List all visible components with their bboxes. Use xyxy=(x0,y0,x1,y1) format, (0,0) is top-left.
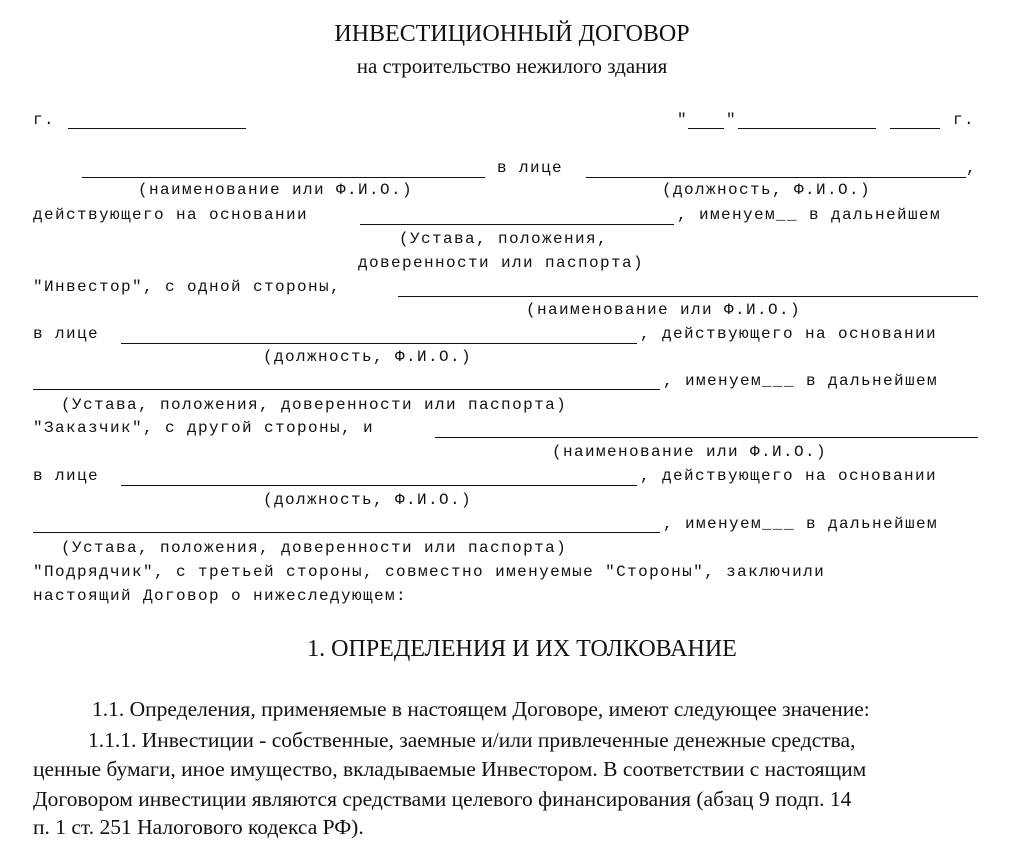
hint-investor-name: (наименование или Ф.И.О.) xyxy=(138,181,414,199)
preamble-closing-2: настоящий Договор о нижеследующем: xyxy=(33,587,408,605)
customer-name-blank xyxy=(398,296,978,297)
investor-in-person: в лице xyxy=(497,159,564,177)
day-blank xyxy=(688,128,724,129)
contractor-position-blank xyxy=(121,485,637,486)
date-quote-close: " xyxy=(726,111,738,129)
clause-1-1-1-line-2: ценные бумаги, иное имущество, вкладываемые Инвестором. В соответствии с настоящим xyxy=(33,757,867,781)
city-prefix: г. xyxy=(33,111,56,129)
investor-name-blank xyxy=(82,177,485,178)
date-quote-open: " xyxy=(677,111,689,129)
investor-hereinafter: , именуем__ в дальнейшем xyxy=(677,206,942,224)
hint-customer-docs: (Устава, положения, доверенности или паспорта) xyxy=(61,396,568,414)
hint-contractor-position: (должность, Ф.И.О.) xyxy=(263,491,473,509)
month-blank xyxy=(738,128,876,129)
investor-comma: , xyxy=(966,159,978,177)
clause-1-1-1-line-4: п. 1 ст. 251 Налогового кодекса РФ). xyxy=(33,815,364,839)
hint-contractor-docs: (Устава, положения, доверенности или паспорта) xyxy=(61,539,568,557)
contractor-in-person: в лице xyxy=(33,467,100,485)
year-suffix: г. xyxy=(953,111,976,129)
hint-investor-position: (должность, Ф.И.О.) xyxy=(662,181,872,199)
customer-hereinafter: , именуем___ в дальнейшем xyxy=(663,372,939,390)
hint-customer-name: (наименование или Ф.И.О.) xyxy=(526,301,802,319)
hint-customer-position: (должность, Ф.И.О.) xyxy=(263,348,473,366)
contractor-name-blank xyxy=(435,437,978,438)
contractor-basis-blank xyxy=(33,532,660,533)
clause-1-1-1-line-3: Договором инвестиции являются средствами целевого финансирования (абзац 9 подп. 14 xyxy=(33,787,852,811)
investor-position-blank xyxy=(586,177,966,178)
hint-contractor-name: (наименование или Ф.И.О.) xyxy=(552,443,828,461)
contractor-acting: , действующего на основании xyxy=(640,467,938,485)
hint-investor-docs-1: (Устава, положения, xyxy=(399,230,609,248)
customer-basis-blank xyxy=(33,389,660,390)
clause-1-1-1-line-1: 1.1.1. Инвестиции - собственные, заемные и/или привлеченные денежные средства, xyxy=(88,728,856,752)
investor-acting-basis: действующего на основании xyxy=(33,206,309,224)
investor-role: "Инвестор", с одной стороны, xyxy=(33,278,342,296)
customer-in-person: в лице xyxy=(33,325,100,343)
document-title: ИНВЕСТИЦИОННЫЙ ДОГОВОР xyxy=(334,21,690,47)
customer-role: "Заказчик", с другой стороны, и xyxy=(33,419,375,437)
document-subtitle: на строительство нежилого здания xyxy=(356,54,668,78)
year-blank xyxy=(890,128,940,129)
hint-investor-docs-2: доверенности или паспорта) xyxy=(358,254,645,272)
investor-basis-blank xyxy=(360,224,674,225)
customer-acting: , действующего на основании xyxy=(640,325,938,343)
section-heading: 1. ОПРЕДЕЛЕНИЯ И ИХ ТОЛКОВАНИЕ xyxy=(307,636,737,662)
city-blank xyxy=(68,128,246,129)
clause-1-1: 1.1. Определения, применяемые в настоящем Договоре, имеют следующее значение: xyxy=(92,697,870,721)
customer-position-blank xyxy=(121,343,637,344)
contractor-hereinafter: , именуем___ в дальнейшем xyxy=(663,515,939,533)
preamble-closing-1: "Подрядчик", с третьей стороны, совместно именуемые "Стороны", заключили xyxy=(33,563,826,581)
